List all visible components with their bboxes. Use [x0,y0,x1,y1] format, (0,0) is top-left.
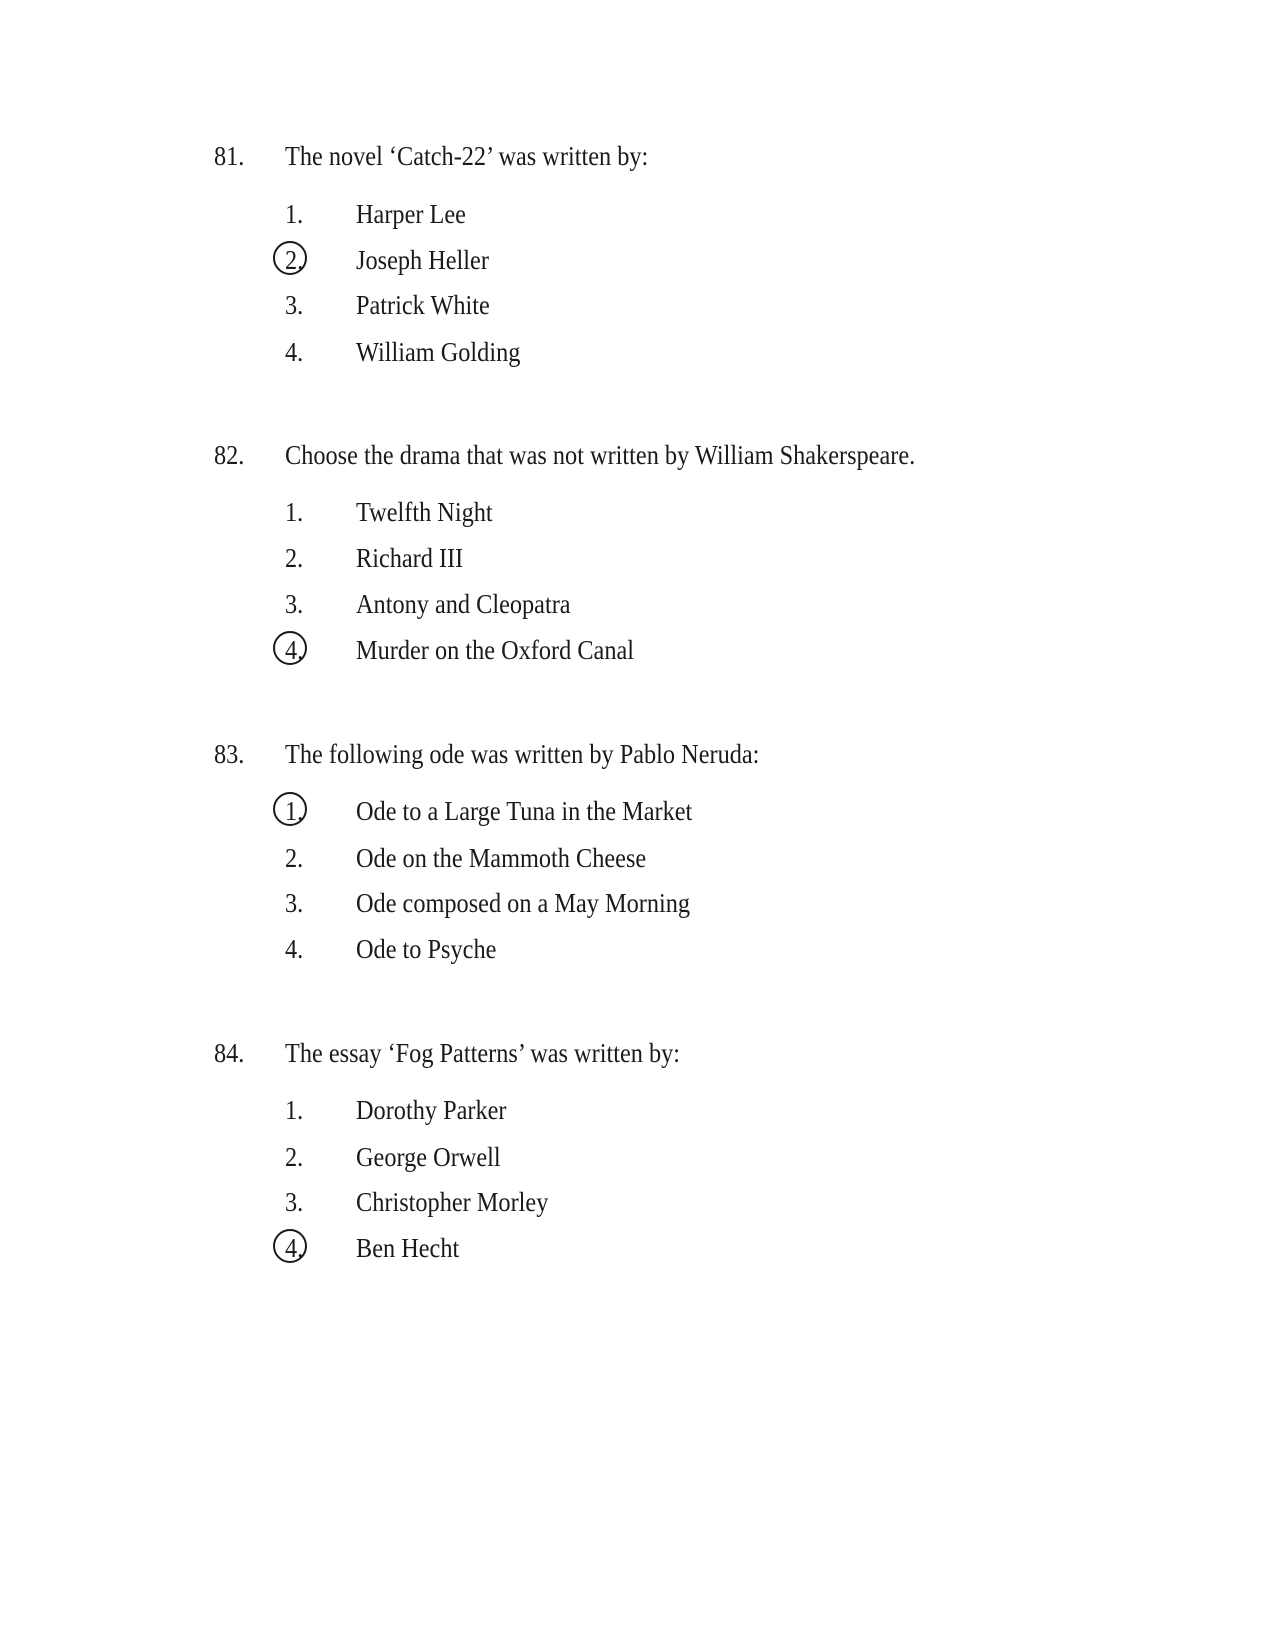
option-text: Ode composed on a May Morning [356,888,691,918]
option-number: 3. [285,888,304,918]
option-number: 2. [285,245,304,275]
option-text: Ode on the Mammoth Cheese [356,843,647,873]
option-number: 1. [285,796,304,826]
option-number: 4. [285,337,304,367]
option-number: 2. [285,1142,304,1172]
option-number: 2. [285,543,304,573]
option-number: 4. [285,1233,304,1263]
option-text: Joseph Heller [356,245,489,275]
option-84-3[interactable] [0,1186,1275,1218]
option-84-1[interactable] [0,1094,1275,1126]
option-text: Murder on the Oxford Canal [356,635,635,665]
option-81-1[interactable] [0,198,1275,230]
option-number: 3. [285,290,304,320]
option-82-1[interactable] [0,496,1275,528]
option-text: Ode to Psyche [356,934,497,964]
option-text: Antony and Cleopatra [356,589,571,619]
question-number: 84. [214,1038,245,1068]
option-text: Ode to a Large Tuna in the Market [356,796,693,826]
option-number: 3. [285,1187,304,1217]
question-text: The novel ‘Catch-22’ was written by: [285,141,649,171]
option-84-4[interactable] [0,1232,1275,1264]
option-text: Harper Lee [356,199,466,229]
question-text: The essay ‘Fog Patterns’ was written by: [285,1038,681,1068]
option-text: Christopher Morley [356,1187,549,1217]
question-number: 83. [214,739,245,769]
option-number: 1. [285,1095,304,1125]
option-number: 2. [285,843,304,873]
option-83-4[interactable] [0,933,1275,965]
option-number: 1. [285,199,304,229]
question-number: 81. [214,141,245,171]
option-81-2[interactable] [0,244,1275,276]
question-text: The following ode was written by Pablo Neruda: [285,739,760,769]
option-82-2[interactable] [0,542,1275,574]
option-number: 4. [285,635,304,665]
option-number: 4. [285,934,304,964]
option-text: George Orwell [356,1142,501,1172]
option-text: Richard III [356,543,464,573]
option-83-1[interactable] [0,795,1275,827]
option-82-3[interactable] [0,588,1275,620]
option-number: 3. [285,589,304,619]
option-83-3[interactable] [0,887,1275,919]
question-number: 82. [214,440,245,470]
option-text: Patrick White [356,290,490,320]
question-text: Choose the drama that was not written by William Shakerspeare. [285,440,916,470]
option-text: William Golding [356,337,521,367]
option-text: Twelfth Night [356,497,493,527]
option-text: Ben Hecht [356,1233,460,1263]
option-number: 1. [285,497,304,527]
option-81-3[interactable] [0,289,1275,321]
option-82-4[interactable] [0,634,1275,666]
option-text: Dorothy Parker [356,1095,507,1125]
option-83-2[interactable] [0,842,1275,874]
option-84-2[interactable] [0,1141,1275,1173]
option-81-4[interactable] [0,336,1275,368]
